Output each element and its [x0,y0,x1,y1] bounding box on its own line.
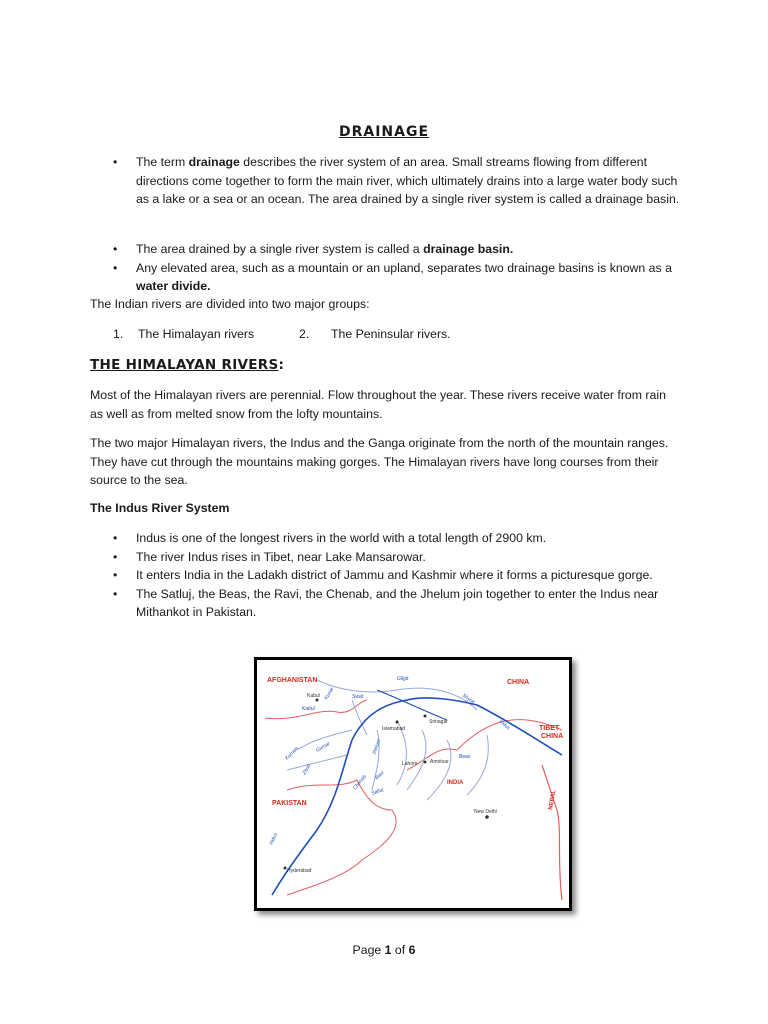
list-item: • Indus is one of the longest rivers in the world with a total length of 2900 km. [90,529,685,548]
city-dot [396,721,399,724]
map-label-city: Hyderabad [287,868,312,874]
river-line [317,680,477,710]
map-label-country: AFGHANISTAN [267,677,318,684]
map-label-city: Kabul [307,693,320,699]
map-label-river: Zhob [301,763,313,776]
map-label-city: Amritsar [430,759,449,765]
indus-bullet-list [90,529,685,622]
map-label-country: INDIA [447,780,464,786]
map-label-river: Ravi [374,770,386,782]
border-line [287,780,396,895]
group-label: The Peninsular rivers. [331,327,451,341]
map-label-city: Islamabad [382,726,406,732]
map-label-river: Satluj [370,786,385,797]
map-label-country: NEPAL [548,789,558,811]
map-label-city: Lahore [402,761,418,767]
group-label: The Himalayan rivers [138,327,255,341]
paragraph: The two major Himalayan rivers, the Indus and the Ganga originate from the north of the mountain ranges. They have cut through the mountains making gorges. The Himalayan rivers have long courses from their source to the sea. [90,436,669,487]
list-item: • Any elevated area, such as a mountain or an upland, separates two drainage basins is known as a water divide. [90,259,685,296]
map-label-country: PAKISTAN [272,800,307,807]
list-item: • The term drainage describes the river system of an area. Small streams flowing from different directions come together to form the main river, which ultimately drains into a large water body such as a lake or a sea or an ocean. The area drained by a single river system is called a drainage basin. [90,153,685,209]
indus-map-figure [254,657,572,911]
map-label-country: CHINA [507,679,530,686]
city-dot [424,761,427,764]
map-label-river: Swat [352,694,364,700]
page-footer: Page 1 of 6 [352,943,416,957]
list-item: • The Satluj, the Beas, the Ravi, the Chenab, and the Jhelum join together to enter the Indus near Mithankot in Pakistan. [90,585,685,622]
groups-intro: The Indian rivers are divided into two major groups: [90,297,370,311]
map-label-city: New Delhi [474,809,497,815]
map-label-river: Kunar [323,686,336,701]
intro-bullet-list [90,153,685,209]
map-label-river: Chenab [351,774,368,792]
river-line [467,735,488,795]
paragraph: Most of the Himalayan rivers are perennial. Flow throughout the year. These rivers receive water from rain as well as from melted snow from the lofty mountains. [90,388,666,421]
map-label-river: Kurram [284,745,301,762]
group-number: 1. [113,327,124,341]
page-title: DRAINAGE [338,124,430,140]
indus-map [257,660,569,908]
city-dot [485,815,489,819]
map-label-river: Kabul [302,706,315,712]
river-line [272,698,562,895]
map-label-river: Gumal [315,741,331,754]
map-label-country: CHINA [541,733,564,740]
group-number: 2. [299,327,310,341]
map-label-river: Beas [459,754,471,760]
map-label-city: Srinagar [429,719,448,725]
map-label-river: Gilgit [397,676,409,682]
map-label-river: Indus [497,718,511,732]
list-item: • It enters India in the Ladakh district of Jammu and Kashmir where it forms a picturesque gorge. [90,566,685,585]
groups-list [113,325,451,343]
city-dot [424,715,427,718]
border-line [542,765,562,900]
indus-heading: The Indus River System [90,501,230,515]
map-label-river: Shyok [460,692,476,706]
list-item: • The area drained by a single river system is called a drainage basin. [90,240,685,259]
map-label-river: Indus [268,832,279,846]
map-label-country: TIBET [539,725,560,732]
list-item: • The river Indus rises in Tibet, near Lake Mansarowar. [90,548,685,567]
border-line [265,700,367,719]
river-line [287,755,347,770]
map-label-river: Jhelum [371,738,383,756]
river-line [352,700,367,735]
intro-bullet-list-2 [90,240,685,296]
himalayan-heading: THE HIMALAYAN RIVERS: [90,357,285,373]
